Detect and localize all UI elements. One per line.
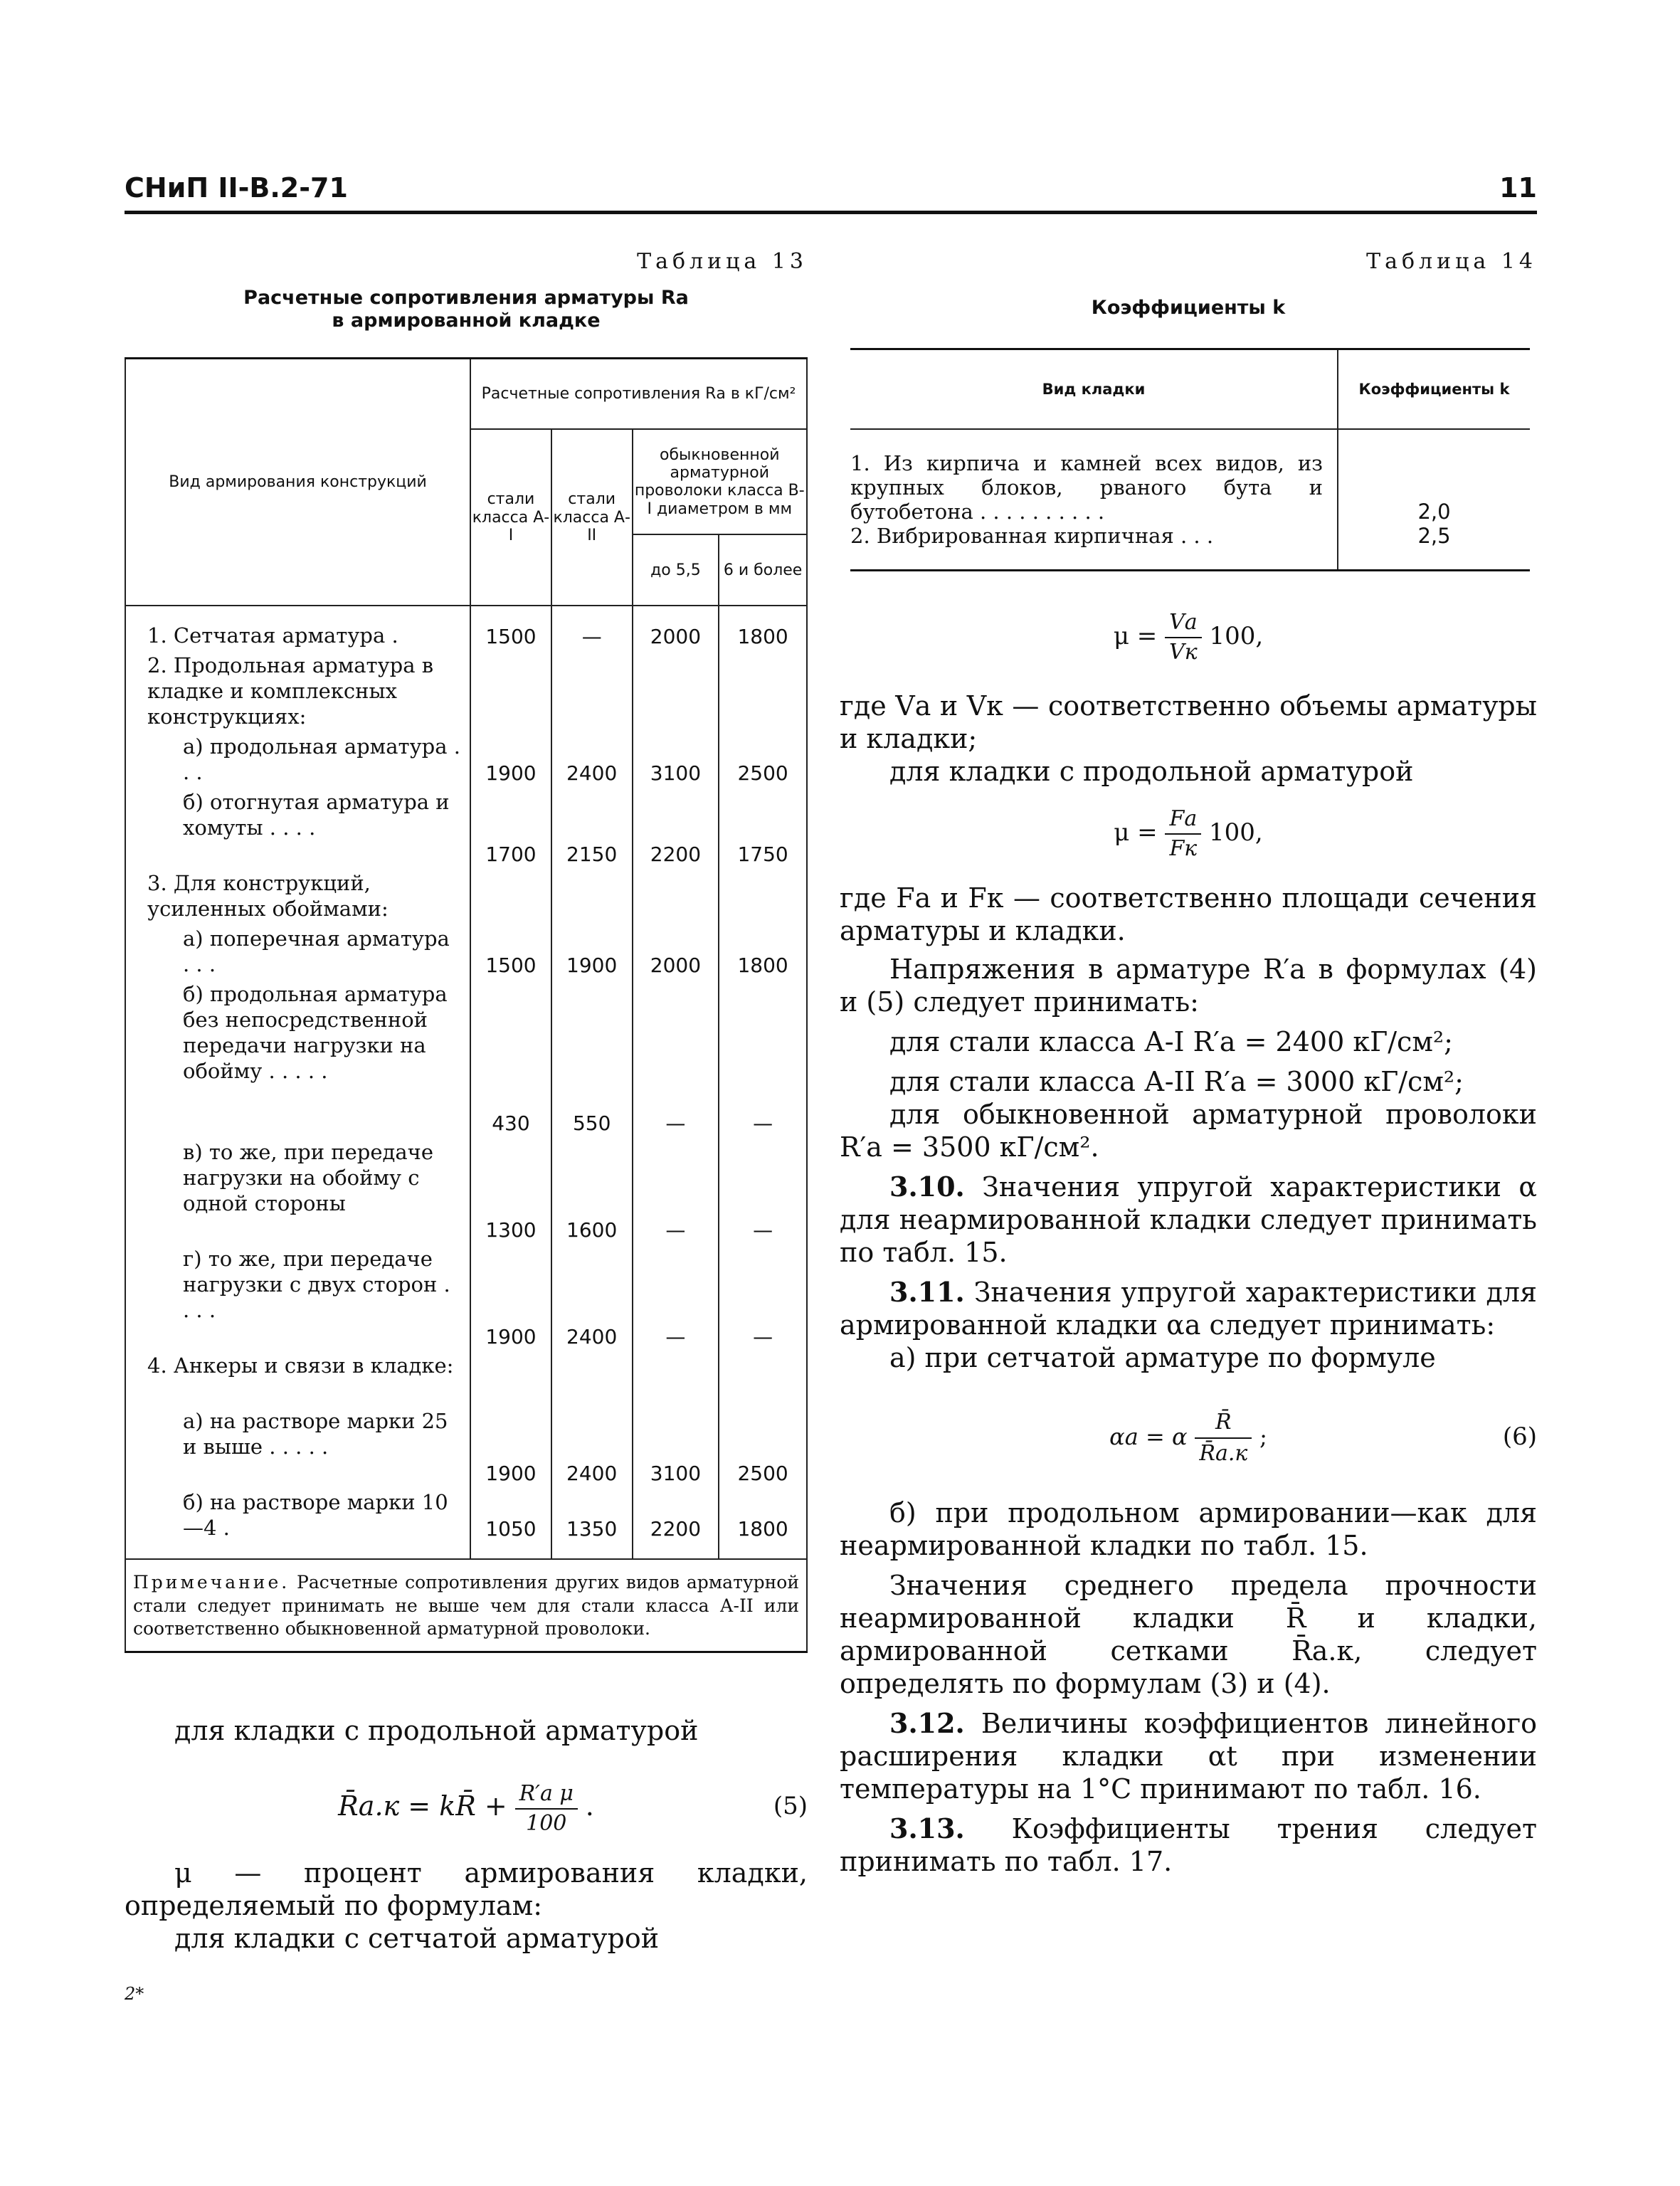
- cell-w1: [633, 1353, 719, 1408]
- cell-a2: 1350: [551, 1489, 633, 1545]
- cell-a2: [551, 870, 633, 926]
- table13: [125, 357, 808, 1653]
- cell-a1: 1500: [470, 623, 551, 653]
- row-label: в) то же, при передаче нагрузки на обойму с одной стороны: [125, 1139, 470, 1246]
- table13-note: [125, 1559, 807, 1652]
- formula-5: R̄а.к = kR̄ + $\frac{\text{R′а μ}}{100}$ . (5): [125, 1767, 808, 1845]
- col-header-a2: [551, 429, 633, 606]
- t14-row-1-k: 2,0: [1338, 429, 1530, 524]
- right-para-4: Напряжения в арматуре R′а в формулах (4) и (5) следует принимать:: [840, 953, 1537, 1018]
- col-header-a1-text: стали класса А-I: [472, 490, 550, 544]
- right-para-1: где Vа и Vк — соответственно объемы арматуры и кладки;: [840, 690, 1537, 754]
- page-number: 11: [1499, 172, 1537, 204]
- right-para-6: для стали класса А-II R′а = 3000 кГ/см²;: [889, 1065, 1464, 1097]
- col-header-type-text: Вид армирования конструкций: [169, 472, 427, 491]
- clause-3-11-text: Значения упругой характеристики для армированной кладки αа следует принимать:: [840, 1276, 1537, 1341]
- right-para-3-12: [840, 1707, 1537, 1805]
- cell-a1: 1050: [470, 1489, 551, 1545]
- cell-a2: 550: [551, 981, 633, 1139]
- cell-a2: 2400: [551, 1246, 633, 1353]
- cell-a1: [470, 870, 551, 926]
- formula5-lhs: R̄а.к = kR̄ +: [338, 1790, 507, 1822]
- clause-3-13-text: Коэффициенты трения следует принимать по табл. 17.: [840, 1812, 1537, 1877]
- row-label: а) поперечная арматура . . .: [125, 926, 470, 981]
- right-para-10: а) при сетчатой арматуре по формуле: [889, 1341, 1436, 1373]
- cell-a1: 1900: [470, 1408, 551, 1489]
- mu2-fraction: [1165, 805, 1201, 863]
- right-para-12: Значения среднего предела прочности неармированной кладки R̄ и кладки, армированной сетками R̄а.к, следует определять по формулам (3) и (4).: [840, 1569, 1537, 1699]
- t14-row-2-k: 2,5: [1338, 524, 1530, 571]
- f6-lhs: αа = α: [1109, 1422, 1188, 1450]
- cell-w1: —: [633, 981, 719, 1139]
- cell-a1: 1700: [470, 789, 551, 870]
- cell-w2: —: [719, 1246, 807, 1353]
- row-label: 3. Для конструкций, усиленных обоймами:: [125, 870, 470, 926]
- col-header-a1: [470, 429, 551, 606]
- formula5-number: (5): [773, 1791, 808, 1820]
- cell-w2: [719, 653, 807, 734]
- table-row: [125, 870, 807, 926]
- row-label: б) продольная арматура без непосредственной передачи нагрузки на обойму . . . . .: [125, 981, 470, 1139]
- cell-w2: 1750: [719, 789, 807, 870]
- cell-w1: [633, 870, 719, 926]
- header-rule: [125, 211, 1537, 214]
- cell-a1: 1900: [470, 1246, 551, 1353]
- cell-a2: 2150: [551, 789, 633, 870]
- mu1-fraction: [1165, 608, 1202, 667]
- t14-row-2: [850, 524, 1530, 571]
- table-row: [125, 981, 807, 1139]
- right-para-7: для обыкновенной арматурной проволоки R′а = 3500 кГ/см².: [840, 1098, 1537, 1163]
- t14-row-1-text: 1. Из кирпича и камней всех видов, из крупных блоков, рваного бута и бутобетона . . . . . . . . . .: [850, 450, 1323, 524]
- cell-a1: 1500: [470, 926, 551, 981]
- mu1-den: Vк: [1169, 639, 1198, 665]
- col-header-wire-small: [633, 534, 719, 606]
- f6-den: R̄а.к: [1199, 1440, 1248, 1466]
- left-para-2: μ — процент армирования кладки, определяемый по формулам:: [125, 1857, 808, 1921]
- clause-3-12-number: 3.12.: [889, 1706, 965, 1739]
- cell-w2: 2500: [719, 1408, 807, 1489]
- f6-num: R̄: [1195, 1408, 1252, 1439]
- formula-mu-2: [840, 793, 1537, 872]
- right-column: [840, 249, 1537, 1878]
- t14-row-2-text: 2. Вибрированная кирпичная . . .: [850, 524, 1338, 571]
- table-row: [125, 1489, 807, 1545]
- mu1-num: Vа: [1165, 608, 1202, 638]
- cell-w1: 3100: [633, 1408, 719, 1489]
- col-header-group: [470, 358, 807, 429]
- table13-title-line1: Расчетные сопротивления арматуры Rа: [243, 287, 689, 309]
- table13-spacer: [125, 1545, 807, 1559]
- f6-fraction: [1195, 1408, 1252, 1469]
- row-label: б) на растворе марки 10—4 .: [125, 1489, 470, 1545]
- clause-3-10-text: Значения упругой характеристики α для неармированной кладки следует принимать по табл. 15.: [840, 1171, 1537, 1268]
- formula5-fraction: [515, 1780, 578, 1838]
- cell-a1: 1900: [470, 734, 551, 789]
- mu2-rhs: 100,: [1209, 818, 1263, 847]
- row-label: 2. Продольная арматура в кладке и комплексных конструкциях:: [125, 653, 470, 734]
- table13-title-line2: в армированной кладке: [332, 310, 601, 332]
- clause-3-11-number: 3.11.: [889, 1275, 965, 1308]
- formula-6: [840, 1394, 1537, 1479]
- cell-w1: 2200: [633, 789, 719, 870]
- formula-mu-1: [840, 597, 1537, 675]
- cell-w1: —: [633, 1139, 719, 1246]
- mu2-lhs: μ =: [1114, 818, 1158, 847]
- cell-w2: 1800: [719, 1489, 807, 1545]
- note-text: Расчетные сопротивления других видов арматурной стали следует принимать не выше чем для стали класса А-II или соответственно обыкновенной арматурной проволоки.: [133, 1572, 799, 1640]
- row-label: 4. Анкеры и связи в кладке:: [125, 1353, 470, 1408]
- cell-w2: [719, 870, 807, 926]
- cell-a1: [470, 653, 551, 734]
- f6-rhs: ;: [1259, 1422, 1267, 1450]
- table-row: [125, 1246, 807, 1353]
- cell-w2: —: [719, 1139, 807, 1246]
- formula5-den: 100: [526, 1810, 567, 1836]
- clause-3-10-number: 3.10.: [889, 1170, 965, 1203]
- table14: [850, 348, 1530, 571]
- mu2-num: Fа: [1165, 805, 1201, 835]
- note-label: Примечание.: [133, 1572, 290, 1593]
- row-label: а) продольная арматура . . .: [125, 734, 470, 789]
- col-header-wire-large: [719, 534, 807, 606]
- table13-label: Таблица 13: [637, 249, 808, 274]
- mu1-lhs: μ =: [1113, 621, 1158, 650]
- table-row: [125, 926, 807, 981]
- table-row: [125, 1139, 807, 1246]
- running-head: [125, 172, 1537, 215]
- cell-a2: 1900: [551, 926, 633, 981]
- clause-3-13-number: 3.13.: [889, 1812, 965, 1844]
- table-row: [125, 1408, 807, 1489]
- clause-3-12-text: Величины коэффициентов линейного расширения кладки αt при изменении температуры на 1°С принимают по табл. 16.: [840, 1707, 1537, 1805]
- table14-label: Таблица 14: [1366, 249, 1537, 274]
- col-header-wire-small-text: до 5,5: [650, 561, 701, 579]
- table-row: [125, 653, 807, 734]
- col-header-wire: [633, 429, 807, 534]
- t14-row-1: [850, 429, 1530, 524]
- row-label: б) отогнутая арматура и хомуты . . . .: [125, 789, 470, 870]
- cell-w1: [633, 653, 719, 734]
- table-row: [125, 1353, 807, 1408]
- col-header-type: [125, 358, 470, 606]
- cell-a2: —: [551, 623, 633, 653]
- mu1-rhs: 100,: [1209, 621, 1264, 650]
- table-row: [125, 734, 807, 789]
- table-row: [125, 623, 807, 653]
- table-row: [125, 789, 807, 870]
- right-para-3-10: [840, 1171, 1537, 1269]
- cell-w1: 3100: [633, 734, 719, 789]
- col-header-a2-text: стали класса А-II: [553, 490, 630, 544]
- cell-a1: 430: [470, 981, 551, 1139]
- right-para-5: для стали класса А-I R′а = 2400 кГ/см²;: [889, 1025, 1453, 1057]
- cell-w2: 2500: [719, 734, 807, 789]
- cell-w1: 2000: [633, 926, 719, 981]
- cell-a1: 1300: [470, 1139, 551, 1246]
- row-label: г) то же, при передаче нагрузки с двух сторон . . . .: [125, 1246, 470, 1353]
- left-para-1: для кладки с продольной арматурой: [174, 1714, 699, 1746]
- cell-a2: [551, 1353, 633, 1408]
- col-header-group-text: Расчетные сопротивления Rа в кГ/см²: [481, 384, 796, 403]
- cell-w2: 1800: [719, 623, 807, 653]
- right-para-2: для кладки с продольной арматурой: [889, 755, 1414, 787]
- cell-w2: —: [719, 981, 807, 1139]
- cell-w1: —: [633, 1246, 719, 1353]
- cell-a2: 2400: [551, 734, 633, 789]
- cell-w1: 2200: [633, 1489, 719, 1545]
- right-para-3-11: [840, 1276, 1537, 1341]
- cell-a2: [551, 653, 633, 734]
- table13-body: [125, 606, 807, 1559]
- table14-title: Коэффициенты k: [1091, 297, 1286, 319]
- cell-w2: 1800: [719, 926, 807, 981]
- cell-a2: 1600: [551, 1139, 633, 1246]
- doc-code: СНиП II-В.2-71: [125, 172, 348, 204]
- cell-w1: 2000: [633, 623, 719, 653]
- cell-a2: 2400: [551, 1408, 633, 1489]
- cell-a1: [470, 1353, 551, 1408]
- footer-mark: 2*: [125, 1984, 144, 2004]
- right-para-11: б) при продольном армировании—как для неармированной кладки по табл. 15.: [840, 1496, 1537, 1561]
- left-column: [125, 249, 808, 1955]
- right-para-3-13: [840, 1812, 1537, 1878]
- t14-col-type: Вид кладки: [850, 349, 1338, 429]
- table13-spacer: [125, 606, 807, 623]
- formula5-num: R′а μ: [515, 1780, 578, 1810]
- right-para-3: где Fа и Fк — соответственно площади сечения арматуры и кладки.: [840, 882, 1537, 946]
- left-para-3: для кладки с сетчатой арматурой: [174, 1922, 660, 1954]
- formula6-number: (6): [1502, 1422, 1537, 1451]
- cell-w2: [719, 1353, 807, 1408]
- col-header-wire-large-text: 6 и более: [723, 561, 803, 579]
- col-header-wire-text: обыкновенной арматурной проволоки класса В-I диаметром в мм: [634, 445, 805, 518]
- mu2-den: Fк: [1169, 835, 1198, 861]
- row-label: а) на растворе марки 25 и выше . . . . .: [125, 1408, 470, 1489]
- row-label: 1. Сетчатая арматура .: [125, 623, 470, 653]
- t14-col-k: Коэффициенты k: [1338, 349, 1530, 429]
